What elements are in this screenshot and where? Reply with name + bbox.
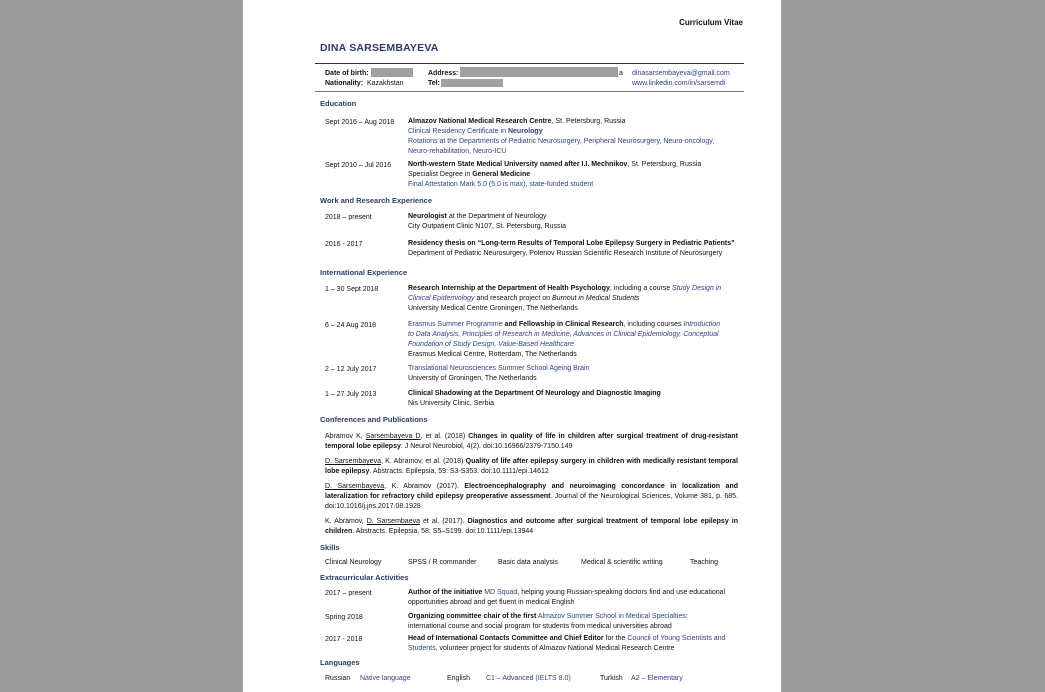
edu-1-inst: Almazov National Medical Research Centre [408,118,552,125]
edu-1-date: Sept 2016 – Aug 2018 [325,119,395,126]
section-skills: Skills [320,543,340,552]
pub-4-lead: K. Abramov, [325,518,367,525]
work-1-role: Neurologist [408,213,447,220]
address-redaction [460,67,618,77]
intl-2-line2: to Data Analysis, Principles of Research in Medicine, Advances in Clinical Epidemiology, Conceptual [408,331,719,338]
pub-3-title: Electroencephalography and neuroimaging concordance in localization and lateralization for refractory child epilepsy preoperative assessment [325,483,739,500]
extra-2-date: Spring 2018 [325,614,363,621]
extra-2-title: Organizing committee chair of the first [408,613,537,620]
pub-2-title: Quality of life after epilepsy surgery in children with medically resistant temporal lobe epilepsy [325,458,738,475]
work-1-entry [408,212,742,232]
intl-3-entry [408,364,742,384]
edu-2-detail1: Final Attestation Mark 5.0 (5.0 is max), state-funded student [408,181,594,188]
tel-label: Tel: [428,80,440,87]
pub-1-lead: Abramov K, [325,433,366,440]
pub-3 [325,482,738,512]
header-rule-bottom [315,91,744,92]
pub-4-journal: . Abstracts. Epilepsia, 58: S5–S199. doi:10.1111/epi.13944 [352,528,534,535]
language-level: Native language [360,675,411,682]
intl-4-place: Nis University Clinic, Serbia [408,400,494,407]
extra-3-date: 2017 - 2018 [325,636,363,643]
pub-4-authors-rest: et al. (2017). [419,518,468,525]
work-2-role: Residency thesis on “Long-term Results of Temporal Lobe Epilepsy Surgery in Pediatric Patients” [408,240,735,247]
extra-2-link[interactable]: Almazov Summer School in Medical Specialties [536,613,686,620]
edu-2-inst: North-western State Medical University named after I.I. Mechnikov [408,161,628,168]
extra-1-date: 2017 – present [325,590,372,597]
intl-1-place: University Medical Centre Groningen, The Netherlands [408,305,578,312]
intl-4-entry [408,389,742,409]
dob-label: Date of birth: [325,70,369,77]
work-1-date: 2018 – present [325,214,372,221]
candidate-name: DINA SARSEMBAYEVA [320,42,439,54]
pub-2-author: D. Sarsembayeva [325,458,381,465]
extra-2-entry [408,612,742,632]
section-international: International Experience [320,268,408,277]
extra-1-rest2: opportunities abroad and get fluent in medical English [408,599,575,606]
pub-1-author: Sarsembayeva D [365,433,421,440]
intl-1-entry [408,284,742,314]
language-name: Russian [325,675,351,682]
pub-2-authors-rest: , K. Abramov, et al. (2018) [380,458,466,465]
pub-4-title: Diagnostics and outcome after surgical treatment of temporal lobe epilepsy in children [325,518,738,535]
intl-3-title: Translational Neurosciences Summer School Ageing Brain [408,365,590,372]
intl-1-line2: and research project on [474,295,552,302]
pub-3-author: D. Sarsembayeva [325,483,385,490]
extra-3-entry [408,634,742,654]
pub-3-authors-rest: , K. Abramov (2017). [384,483,465,490]
pub-4-author: D. Sarsembaeva [366,518,420,525]
skill-item: Teaching [690,559,719,566]
work-1-role-rest: at the Department of Neurology [446,213,547,220]
extra-1-link[interactable]: MD Squad [482,589,518,596]
cv-page [243,0,781,692]
intl-4-title: Clinical Shadowing at the Department Of Neurology and Diagnostic Imaging [408,390,661,397]
intl-2-place: Erasmus Medical Centre, Rotterdam, The Netherlands [408,351,577,358]
email-link[interactable]: dinasarsembayeva@gmail.com [632,70,730,77]
intl-1-course: Study Design in [672,285,722,292]
work-2-date: 2016 - 2017 [325,241,363,248]
pub-2 [325,457,738,477]
intl-1-title-rest: , including a course [609,285,673,292]
intl-2-entry [408,320,742,360]
language-name: Turkish [600,675,623,682]
skill-item: Clinical Neurology [325,559,382,566]
language-name: English [447,675,470,682]
intl-2-title-rest2: , including courses [623,321,684,328]
extra-2-rest2: international course and social program for students from medical universities abroad [408,623,672,630]
intl-2-line3: Foundation of Study Design, Value-Based Healthcare [408,341,574,348]
work-2-entry [408,239,742,259]
edu-1-detail2: Neuro-rehabilitation, Neuro-ICU [408,148,507,155]
linkedin-link[interactable]: www.linkedin.com/in/sarsemdi [632,80,726,87]
pub-1-journal: . J Neurol Neurobiol, 4(2). doi:10.16966/2379-7150.149 [400,443,573,450]
edu-1-detail1: Rotations at the Departments of Pediatric Neurosurgery, Peripheral Neurosurgery, Neuro-oncology, [408,138,715,145]
section-work: Work and Research Experience [320,196,432,205]
pub-4 [325,517,738,537]
edu-2-field: General Medicine [472,171,531,178]
pub-2-journal: . Abstracts. Epilepsia, 59: S3-S353. doi:10.1111/epi.14612 [369,468,549,475]
cv-title: Curriculum Vitae [679,18,743,27]
extra-3-title: Head of International Contacts Committee and Chief Editor [408,635,604,642]
skill-item: SPSS / R commander [408,559,477,566]
intl-2-course: Introduction [683,321,721,328]
section-conferences: Conferences and Publications [320,415,428,424]
intl-1-title: Research Internship at the Department of Health Psychology [408,285,610,292]
edu-1-degree: Clinical Residency Certificate in [408,128,508,135]
extra-3-rest2: , volunteer project for students of Almazov National Medical Research Centre [435,645,675,652]
extra-1-title: Author of the initiative [408,589,483,596]
intl-2-date: 6 – 24 Aug 2018 [325,322,376,329]
nationality-value: Kazakhstan [367,80,404,87]
pub-1-authors-rest: , et al. (2018) [420,433,469,440]
address-label: Address: [428,70,459,77]
header-rule-top [315,63,744,64]
intl-1-course-cont: Clinical Epidemiology [408,295,475,302]
nationality-label: Nationality: [325,80,364,87]
edu-2-degree: Specialist Degree in [408,171,473,178]
section-extracurricular: Extracurricular Activities [320,573,409,582]
section-languages: Languages [320,658,360,667]
work-1-place: City Outpatient Clinic N107, St. Petersburg, Russia [408,223,566,230]
intl-4-date: 1 – 27 July 2013 [325,391,377,398]
tel-redaction [441,79,503,87]
pub-1-title: Changes in quality of life in children after surgical treatment of drug-resistant temporal lobe epilepsy [325,433,738,450]
edu-2-loc: , St. Petersburg, Russia [627,161,702,168]
language-level: A2 – Elementary [631,675,683,682]
extra-3-mid: for the [603,635,628,642]
skill-item: Basic data analysis [498,559,558,566]
section-education: Education [320,99,357,108]
extra-3-link[interactable]: Council of Young Scientists and [627,635,726,642]
edu-1-loc: , St. Petersburg, Russia [551,118,626,125]
intl-2-title-rest: and Fellowship in Clinical Research [502,321,624,328]
pub-1 [325,432,738,452]
intl-3-place: University of Groningen, The Netherlands [408,375,537,382]
work-2-place: Department of Pediatric Neurosurgery, Polenov Russian Scientific Research Institute of Neurosurgery [408,250,723,257]
edu-2-entry [408,160,742,190]
intl-1-project: Burnout in Medical Students [551,295,640,302]
pub-3-journal: . Journal of the Neurological Sciences, Volume 381, p. 685. doi:10.1016/j.jns.2017.08.1928 [325,493,738,510]
edu-1-entry [408,117,742,157]
extra-3-link2[interactable]: Students [408,645,436,652]
extra-1-rest1: , helping young Russian-speaking doctors find and use educational [517,589,726,596]
intl-3-date: 2 – 12 July 2017 [325,366,377,373]
skill-item: Medical & scientific writing [581,559,663,566]
dob-redaction [371,68,413,77]
address-tail: a [619,70,623,77]
edu-1-field: Neurology [507,128,543,135]
extra-2-rest1: : [685,613,688,620]
language-level: C1 – Advanced (IELTS 8.0) [486,675,571,682]
intl-1-date: 1 – 30 Sept 2018 [325,286,379,293]
extra-1-entry [408,588,742,608]
edu-2-date: Sept 2010 – Jul 2016 [325,162,392,169]
intl-2-title: Erasmus Summer Programme [408,321,503,328]
